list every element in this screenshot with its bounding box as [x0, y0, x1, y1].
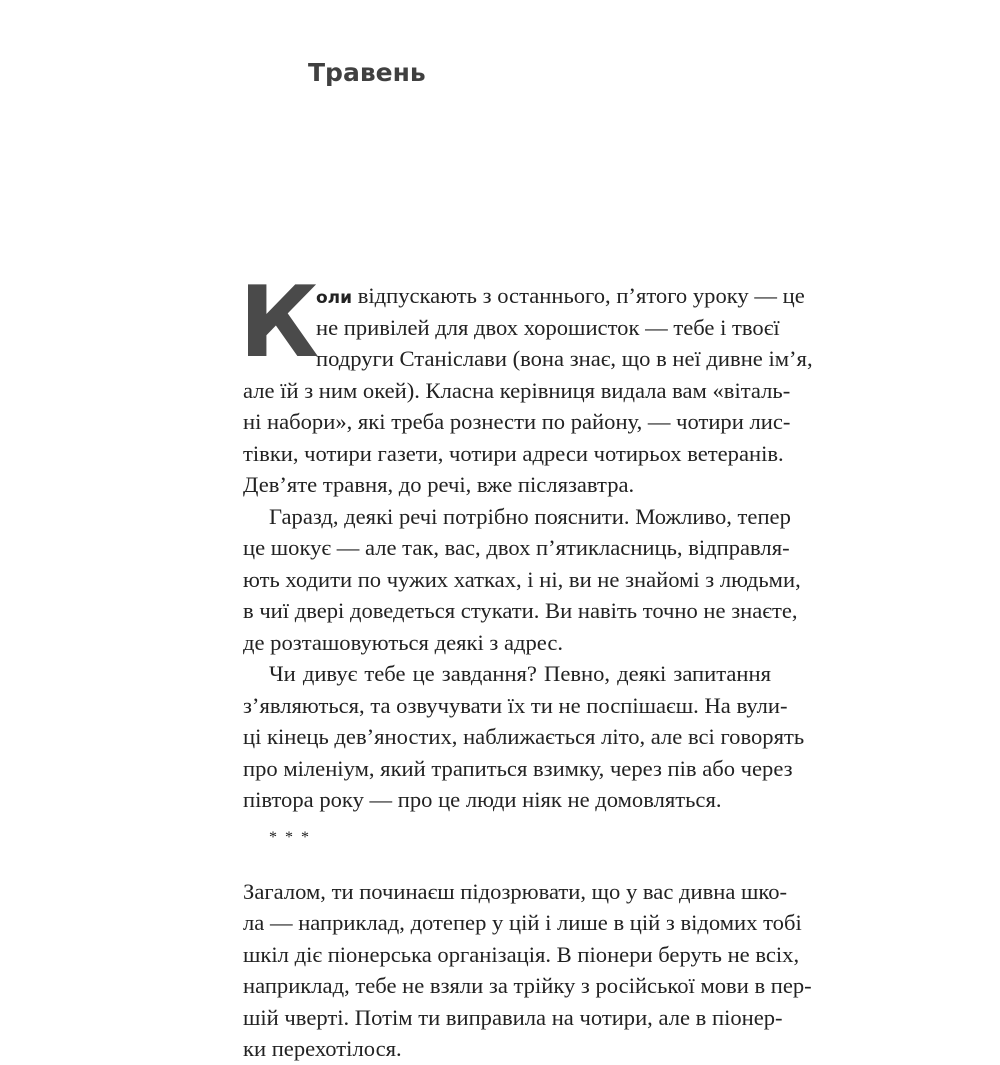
- text-line: тівки, чотири газети, чотири адреси чотирьох ветеранів.: [243, 440, 784, 466]
- text-line: шій чверті. Потім ти виправила на чотири, але в піонер-: [243, 1004, 783, 1030]
- text-line-rest: відпускають з останнього, п’ятого уроку — це: [352, 283, 805, 308]
- text-line: Дев’яте травня, до речі, вже післязавтра.: [243, 472, 635, 497]
- text-line: Гаразд, деякі речі потрібно пояснити. Можливо, тепер: [269, 503, 791, 529]
- text-line: ки перехотілося.: [243, 1036, 402, 1061]
- text-line: наприклад, тебе не взяли за трійку з російської мови в пер-: [243, 973, 812, 998]
- drop-cap: К: [239, 266, 320, 380]
- text-line: з’являються, та озвучувати їх ти не поспішаєш. На вули-: [243, 692, 788, 718]
- paragraph-4: [243, 876, 812, 1065]
- text-line: про міленіум, який трапиться взимку, через пів або через: [243, 755, 793, 781]
- section-separator: * * *: [269, 828, 311, 846]
- text-line: де розташовуються деякі з адрес.: [243, 629, 564, 655]
- text-line: [243, 280, 805, 312]
- text-line: півтора року — про це люди ніяк не домовляться.: [243, 787, 722, 812]
- text-line: подруги Станіслави (вона знає, що в неї дивне ім’я,: [316, 346, 813, 371]
- body-text: [239, 266, 813, 1065]
- text-line: Загалом, ти починаєш підозрювати, що у вас дивна шко-: [243, 878, 788, 904]
- text-line: ють ходити по чужих хатках, і ні, ви не знайомі з людьми,: [243, 566, 801, 592]
- text-line: шкіл діє піонерська організація. В піонери беруть не всіх,: [243, 941, 800, 967]
- page-title: Травень: [308, 58, 426, 87]
- paragraph-1: [239, 266, 813, 501]
- text-line: це шокує — але так, вас, двох п’ятикласниць, відправля-: [243, 535, 790, 560]
- paragraph-2: [243, 501, 801, 659]
- lead-word: оли: [316, 288, 353, 308]
- paragraph-3: [243, 658, 805, 816]
- text-line: не привілей для двох хорошисток — тебе і твоєї: [316, 314, 780, 340]
- text-line: в чиї двері доведеться стукати. Ви навіть точно не знаєте,: [243, 598, 798, 623]
- text-line: Чи дивує тебе це завдання? Певно, деякі запитання: [269, 661, 771, 686]
- text-line: але їй з ним окей). Класна керівниця видала вам «віталь-: [243, 377, 791, 403]
- text-line: ла — наприклад, дотепер у цій і лише в цій з відомих тобі: [243, 910, 802, 935]
- text-line: ні набори», які треба рознести по району, — чотири лис-: [243, 409, 791, 434]
- text-line: ці кінець дев’яностих, наближається літо, але всі говорять: [243, 724, 805, 749]
